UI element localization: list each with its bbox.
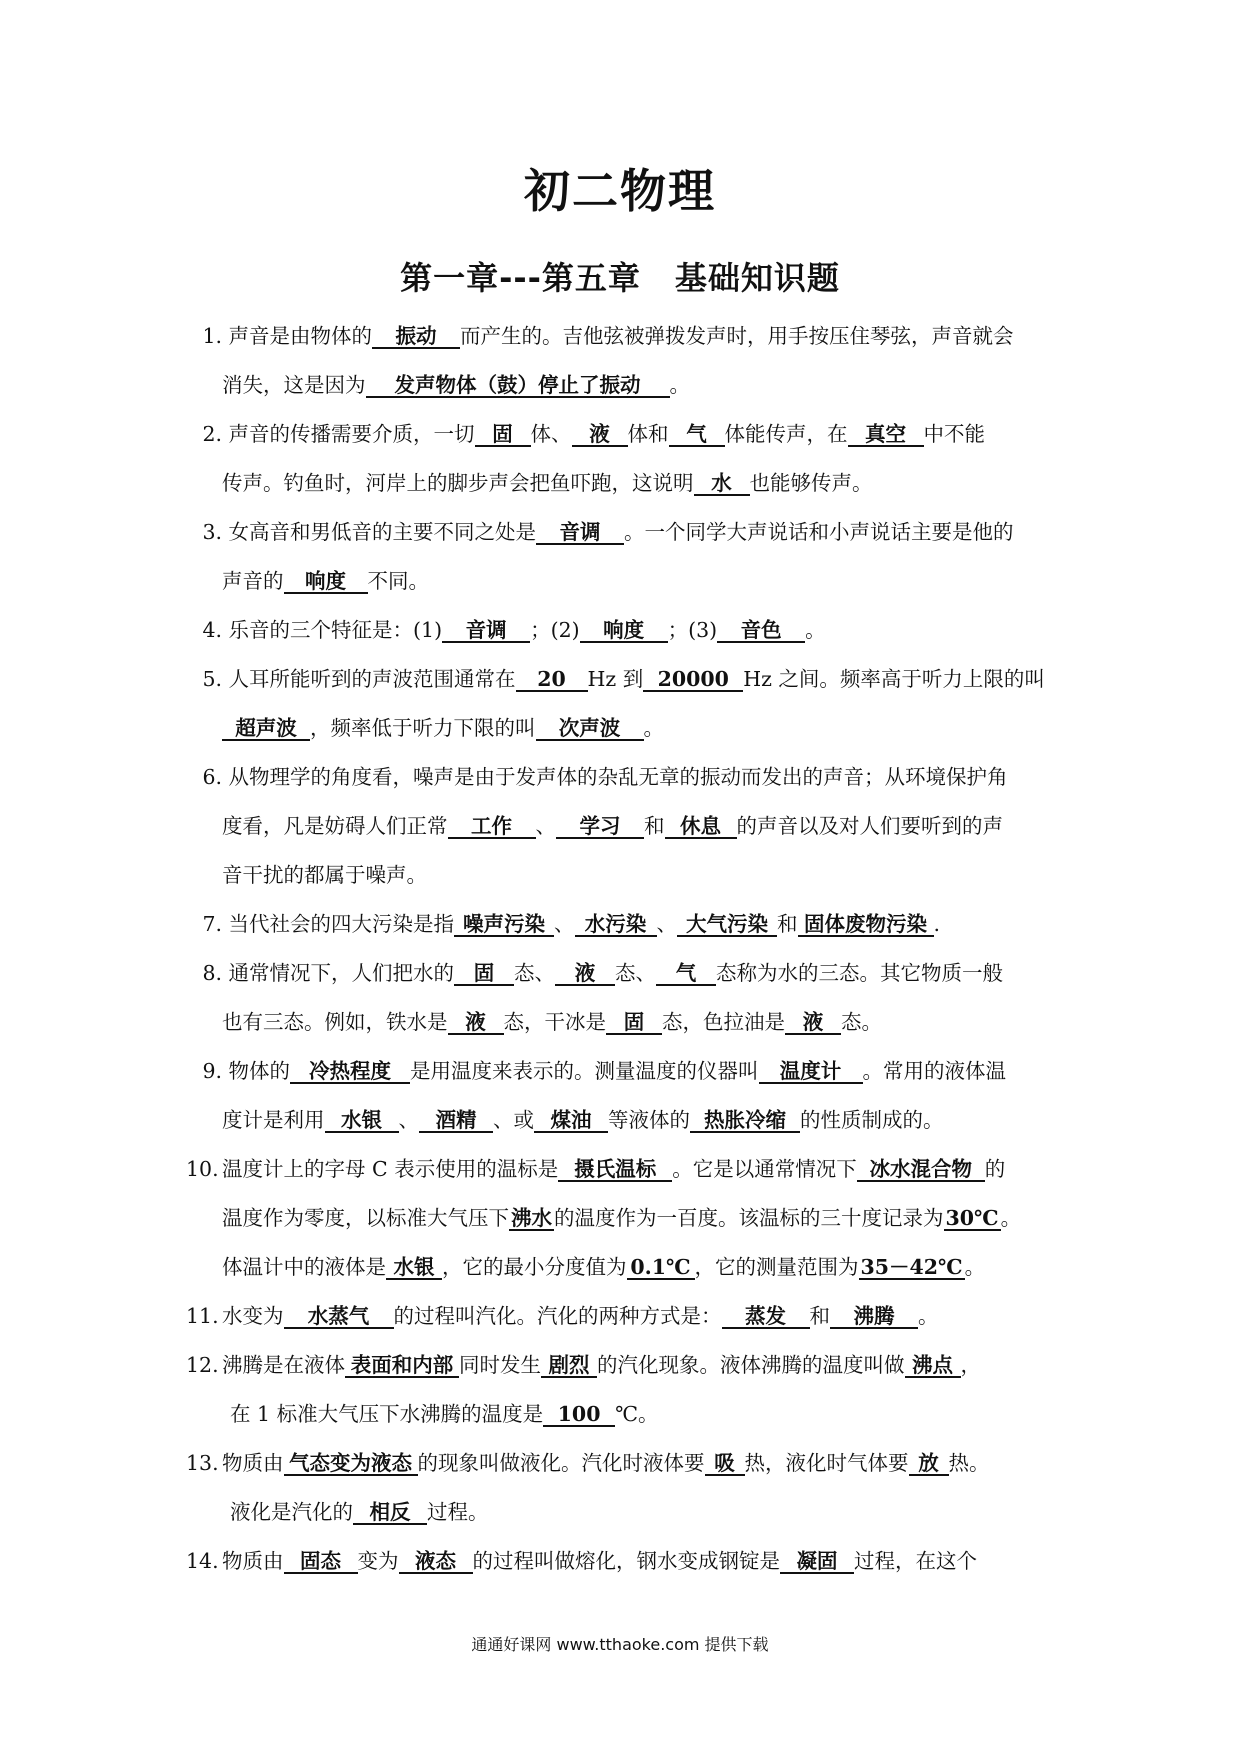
question-text: 、 xyxy=(554,912,575,936)
question-text: 的 xyxy=(984,1157,1006,1181)
answer-blank: 20000 xyxy=(643,668,743,692)
question-number: 14. xyxy=(186,1549,219,1573)
answer-blank: 固 xyxy=(606,1011,662,1035)
question-7 xyxy=(186,900,1056,949)
question-text: 中不能 xyxy=(923,422,986,446)
answer-blank: 水银 xyxy=(325,1109,399,1133)
answer-blank: 水 xyxy=(694,472,750,496)
answer-blank: 冰水混合物 xyxy=(857,1158,985,1182)
answer-blank: 水银 xyxy=(386,1256,442,1280)
question-2 xyxy=(186,410,1056,508)
question-text: 温度作为零度，以标准大气压下 xyxy=(222,1206,509,1230)
question-text: 。一个同学大声说话和小声说话主要是他的 xyxy=(624,520,1014,544)
subtitle-topic: 基础知识题 xyxy=(674,259,840,297)
question-text: 物质由 xyxy=(222,1549,284,1573)
question-text: 态，色拉油是 xyxy=(662,1010,785,1034)
question-text: 过程。 xyxy=(427,1500,489,1524)
answer-blank: 真空 xyxy=(848,423,924,447)
answer-blank: 剧烈 xyxy=(541,1354,597,1378)
answer-blank: 相反 xyxy=(353,1501,427,1525)
answer-blank: 20 xyxy=(516,668,588,692)
question-text: 的声音以及对人们要听到的声 xyxy=(736,814,1003,838)
question-number: 8. xyxy=(202,961,222,985)
answer-blank: 液 xyxy=(572,423,628,447)
question-text: 物质由 xyxy=(222,1451,284,1475)
question-text: 音干扰的都属于噪声。 xyxy=(222,863,427,887)
question-text: 也能够传声。 xyxy=(749,471,873,495)
answer-blank: 热胀冷缩 xyxy=(690,1109,800,1133)
answer-blank: 蒸发 xyxy=(722,1305,810,1329)
question-text: 态，干冰是 xyxy=(503,1010,606,1034)
answer-blank: 液 xyxy=(448,1011,504,1035)
answer-blank: 表面和内部 xyxy=(345,1354,459,1378)
answer-blank: 次声波 xyxy=(536,717,644,741)
question-text: 度计是利用 xyxy=(222,1108,325,1132)
question-text: 。 xyxy=(669,373,690,397)
question-3 xyxy=(186,508,1056,606)
question-1 xyxy=(186,312,1056,410)
question-text: 的现象叫做液化。汽化时液体要 xyxy=(417,1451,705,1475)
question-text: 声音的 xyxy=(222,569,284,593)
question-number: 6. xyxy=(202,765,222,789)
answer-blank: 35－42℃ xyxy=(860,1255,963,1279)
page-footer: 通通好课网 www.tthaoke.com 提供下载 xyxy=(471,1635,769,1654)
answer-blank: 固体废物污染 xyxy=(798,913,934,937)
question-number: 9. xyxy=(202,1059,222,1083)
question-text: 态。 xyxy=(841,1010,882,1034)
question-10 xyxy=(186,1145,1056,1292)
question-text: ，它的测量范围为 xyxy=(694,1255,859,1279)
question-text: ， xyxy=(960,1353,981,1377)
question-number: 4. xyxy=(202,618,222,642)
question-number: 13. xyxy=(186,1451,219,1475)
answer-blank: 沸水 xyxy=(511,1206,552,1230)
answer-blank: 噪声污染 xyxy=(454,913,554,937)
question-text: 的温度作为一百度。该温标的三十度记录为 xyxy=(554,1206,944,1230)
page-title: 初二物理 xyxy=(524,164,716,218)
question-text: 和 xyxy=(809,1304,830,1328)
answer-blank: 固 xyxy=(475,423,531,447)
question-11 xyxy=(186,1292,1056,1341)
question-text: 声音的传播需要介质，一切 xyxy=(228,422,475,446)
answer-blank: 吸 xyxy=(705,1452,745,1476)
answer-blank: 冷热程度 xyxy=(290,1060,410,1084)
question-text: 也有三态。例如，铁水是 xyxy=(222,1010,448,1034)
answer-blank: 大气污染 xyxy=(677,913,777,937)
question-text: 。常用的液体温 xyxy=(862,1059,1007,1083)
question-text: 态称为水的三态。其它物质一般 xyxy=(716,961,1004,985)
answer-blank: 温度计 xyxy=(759,1060,863,1084)
question-text: 当代社会的四大污染是指 xyxy=(228,912,455,936)
answer-blank: 摄氏温标 xyxy=(558,1158,672,1182)
question-text: 的过程叫做熔化，钢水变成钢锭是 xyxy=(472,1549,780,1573)
answer-blank: 液态 xyxy=(399,1550,473,1574)
question-13 xyxy=(186,1439,1056,1537)
question-text: 体和 xyxy=(627,422,669,446)
question-text: 过程，在这个 xyxy=(854,1549,977,1573)
question-14 xyxy=(186,1537,1056,1586)
question-number: 12. xyxy=(186,1353,219,1377)
question-text: ；(2) xyxy=(530,618,580,642)
question-number: 3. xyxy=(202,520,222,544)
answer-blank: 煤油 xyxy=(534,1109,608,1133)
question-text: 。 xyxy=(1000,1206,1022,1230)
question-text: 热，液化时气体要 xyxy=(744,1451,909,1475)
question-text: 的汽化现象。液体沸腾的温度叫做 xyxy=(597,1353,905,1377)
page-subtitle xyxy=(0,259,1240,297)
question-text: 态、 xyxy=(514,961,556,985)
question-text: 和 xyxy=(777,912,798,936)
question-4 xyxy=(186,606,1056,655)
answer-blank: 0.1℃ xyxy=(627,1256,695,1280)
subtitle-chapters: 第一章---第五章 xyxy=(400,259,641,297)
question-text: 变为 xyxy=(357,1549,399,1573)
question-number: 5. xyxy=(202,667,222,691)
answer-blank: 学习 xyxy=(556,815,644,839)
answer-blank: 气 xyxy=(669,423,725,447)
question-9 xyxy=(186,1047,1056,1145)
answer-blank: 100 xyxy=(543,1403,615,1427)
question-text: ，频率低于听力下限的叫 xyxy=(310,716,536,740)
question-text: 水变为 xyxy=(222,1304,284,1328)
answer-blank: 超声波 xyxy=(222,717,310,741)
question-text: 体温计中的液体是 xyxy=(222,1255,386,1279)
question-text: 等液体的 xyxy=(608,1108,690,1132)
question-text: 。 xyxy=(805,618,826,642)
question-text: 温度计上的字母 C 表示使用的温标是 xyxy=(222,1157,559,1181)
question-text: 。 xyxy=(918,1304,939,1328)
answer-blank: 休息 xyxy=(665,815,737,839)
question-text: 、或 xyxy=(493,1108,534,1132)
question-text: 乐音的三个特征是：(1) xyxy=(228,618,443,642)
answer-blank: 响度 xyxy=(284,570,368,594)
question-text: 、 xyxy=(398,1108,419,1132)
answer-blank: 酒精 xyxy=(419,1109,493,1133)
question-text: Hz 之间。频率高于听力上限的叫 xyxy=(743,667,1045,691)
answer-blank: 发声物体（鼓）停止了振动 xyxy=(366,374,670,398)
answer-blank: 液 xyxy=(785,1011,841,1035)
question-text: . xyxy=(933,912,941,936)
question-text: 物体的 xyxy=(228,1059,291,1083)
question-text: 消失，这是因为 xyxy=(222,373,366,397)
answer-blank: 音调 xyxy=(442,619,530,643)
question-number: 11. xyxy=(186,1304,219,1328)
question-6 xyxy=(186,753,1056,900)
question-text: 、 xyxy=(535,814,556,838)
answer-blank: 水污染 xyxy=(575,913,657,937)
answer-blank: 工作 xyxy=(448,815,536,839)
answer-blank: 30℃ xyxy=(945,1206,999,1230)
question-text: ；(3) xyxy=(667,618,718,642)
answer-blank: 音色 xyxy=(717,619,805,643)
question-text: 度看，凡是妨碍人们正常 xyxy=(222,814,448,838)
question-text: ，它的最小分度值为 xyxy=(442,1255,627,1279)
answer-blank: 气态变为液态 xyxy=(284,1452,418,1476)
answer-blank: 固 xyxy=(454,962,514,986)
question-text: 同时发生 xyxy=(459,1353,541,1377)
question-text: 从物理学的角度看，噪声是由于发声体的杂乱无章的振动而发出的声音；从环境保护角 xyxy=(228,765,1008,789)
question-text: 的过程叫汽化。汽化的两种方式是： xyxy=(393,1304,722,1328)
question-number: 10. xyxy=(186,1157,219,1181)
question-text: 不同。 xyxy=(367,569,429,593)
question-number: 7. xyxy=(202,912,222,936)
question-text: 女高音和男低音的主要不同之处是 xyxy=(228,520,537,544)
question-text: 通常情况下，人们把水的 xyxy=(228,961,455,985)
answer-blank: 固态 xyxy=(284,1550,358,1574)
question-text: 是用温度来表示的。测量温度的仪器叫 xyxy=(410,1059,759,1083)
answer-blank: 音调 xyxy=(536,521,624,545)
question-text: 人耳所能听到的声波范围通常在 xyxy=(228,667,516,691)
question-text: 和 xyxy=(644,814,665,838)
answer-blank: 放 xyxy=(909,1452,949,1476)
question-text: 。 xyxy=(643,716,664,740)
question-text: Hz 到 xyxy=(587,667,644,691)
answer-blank: 液 xyxy=(555,962,615,986)
question-text: 在 1 标准大气压下水沸腾的温度是 xyxy=(230,1402,544,1426)
question-5 xyxy=(186,655,1056,753)
question-number: 1. xyxy=(202,324,222,348)
question-text: 声音是由物体的 xyxy=(228,324,373,348)
question-text: 。它是以通常情况下 xyxy=(672,1157,857,1181)
answer-blank: 沸腾 xyxy=(830,1305,918,1329)
question-text: 的性质制成的。 xyxy=(800,1108,944,1132)
answer-blank: 气 xyxy=(656,962,716,986)
question-text: 体、 xyxy=(530,422,572,446)
answer-blank: 水蒸气 xyxy=(284,1305,394,1329)
answer-blank: 沸点 xyxy=(905,1354,961,1378)
question-text: 液化是汽化的 xyxy=(230,1500,353,1524)
question-text: 态、 xyxy=(615,961,657,985)
question-text: 而产生的。吉他弦被弹拨发声时，用手按压住琴弦，声音就会 xyxy=(460,324,1014,348)
question-text: ℃。 xyxy=(615,1402,659,1426)
question-text: 。 xyxy=(964,1255,986,1279)
question-text: 传声。钓鱼时，河岸上的脚步声会把鱼吓跑，这说明 xyxy=(222,471,694,495)
answer-blank: 凝固 xyxy=(780,1550,854,1574)
question-text: 沸腾是在液体 xyxy=(222,1353,345,1377)
question-12 xyxy=(186,1341,1056,1439)
answer-blank: 振动 xyxy=(372,325,460,349)
question-number: 2. xyxy=(202,422,222,446)
answer-blank: 响度 xyxy=(580,619,668,643)
question-8 xyxy=(186,949,1056,1047)
question-text: 体能传声，在 xyxy=(724,422,848,446)
question-text: 、 xyxy=(656,912,678,936)
question-text: 热。 xyxy=(948,1451,990,1475)
